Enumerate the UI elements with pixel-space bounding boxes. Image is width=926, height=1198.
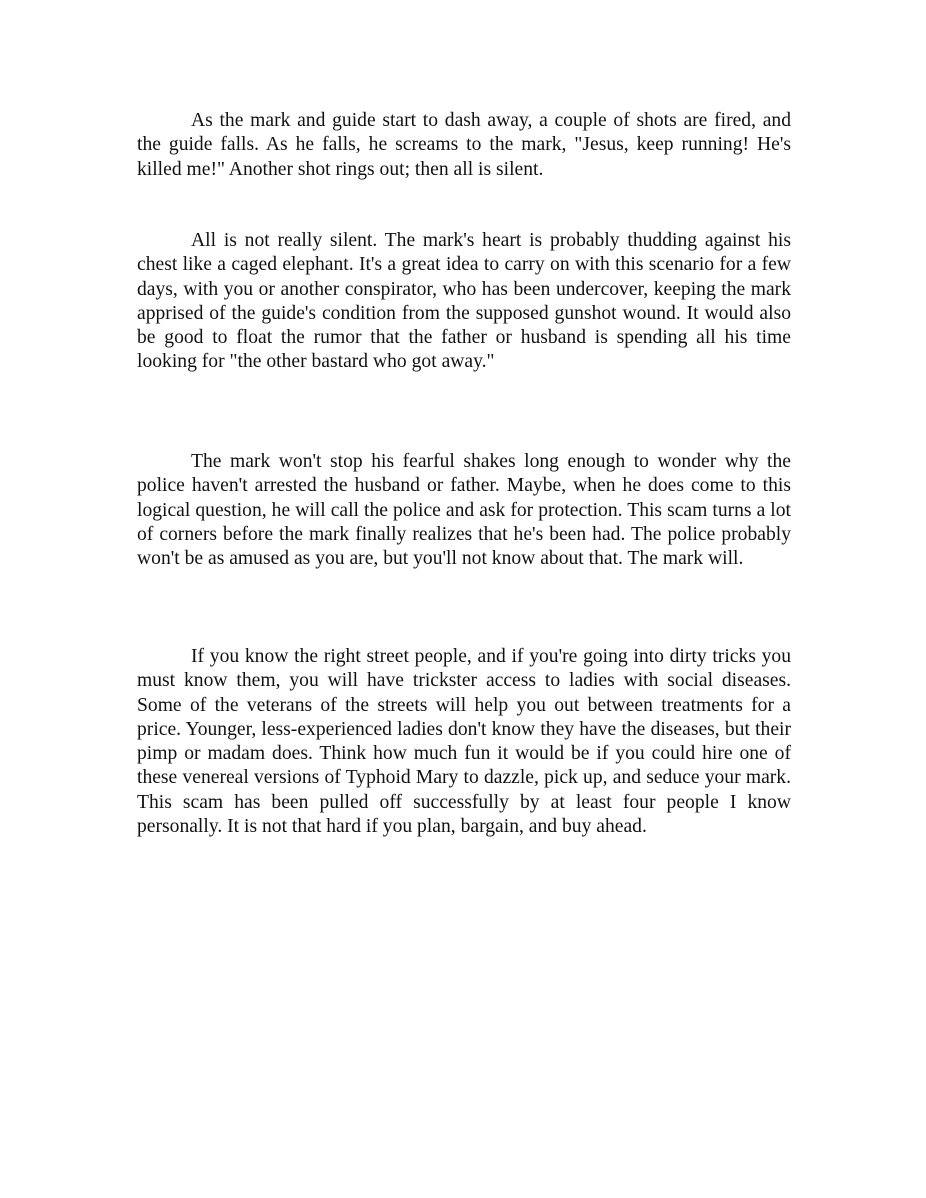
paragraph-1: As the mark and guide start to dash away, a couple of shots are fired, and the guide falls. As he falls, he screams to the mark, "Jesus, keep running! He's killed me!" Another shot rings out; then all is silent.	[137, 110, 791, 180]
paragraph-3: The mark won't stop his fearful shakes long enough to wonder why the police haven't arrested the husband or father. Maybe, when he does come to this logical question, he will call the police and ask for protection. This scam turns a lot of corners before the mark finally realizes that he's been had. The police probably won't be as amused as you are, but you'll not know about that. The mark will.	[137, 451, 791, 570]
paragraph-4: If you know the right street people, and if you're going into dirty tricks you must know them, you will have trickster access to ladies with social diseases. Some of the veterans of the streets will help you out between treatments for a price. Younger, less-experienced ladies don't know they have the diseases, but their pimp or madam does. Think how much fun it would be if you could hire one of these venereal versions of Typhoid Mary to dazzle, pick up, and seduce your mark. This scam has been pulled off successfully by at least four people I know personally. It is not that hard if you plan, bargain, and buy ahead.	[137, 646, 791, 838]
paragraph-2: All is not really silent. The mark's heart is probably thudding against his chest like a caged elephant. It's a great idea to carry on with this scenario for a few days, with you or another conspirator, who has been undercover, keeping the mark apprised of the guide's condition from the supposed gunshot wound. It would also be good to float the rumor that the father or husband is spending all his time looking for "the other bastard who got away."	[137, 230, 791, 373]
